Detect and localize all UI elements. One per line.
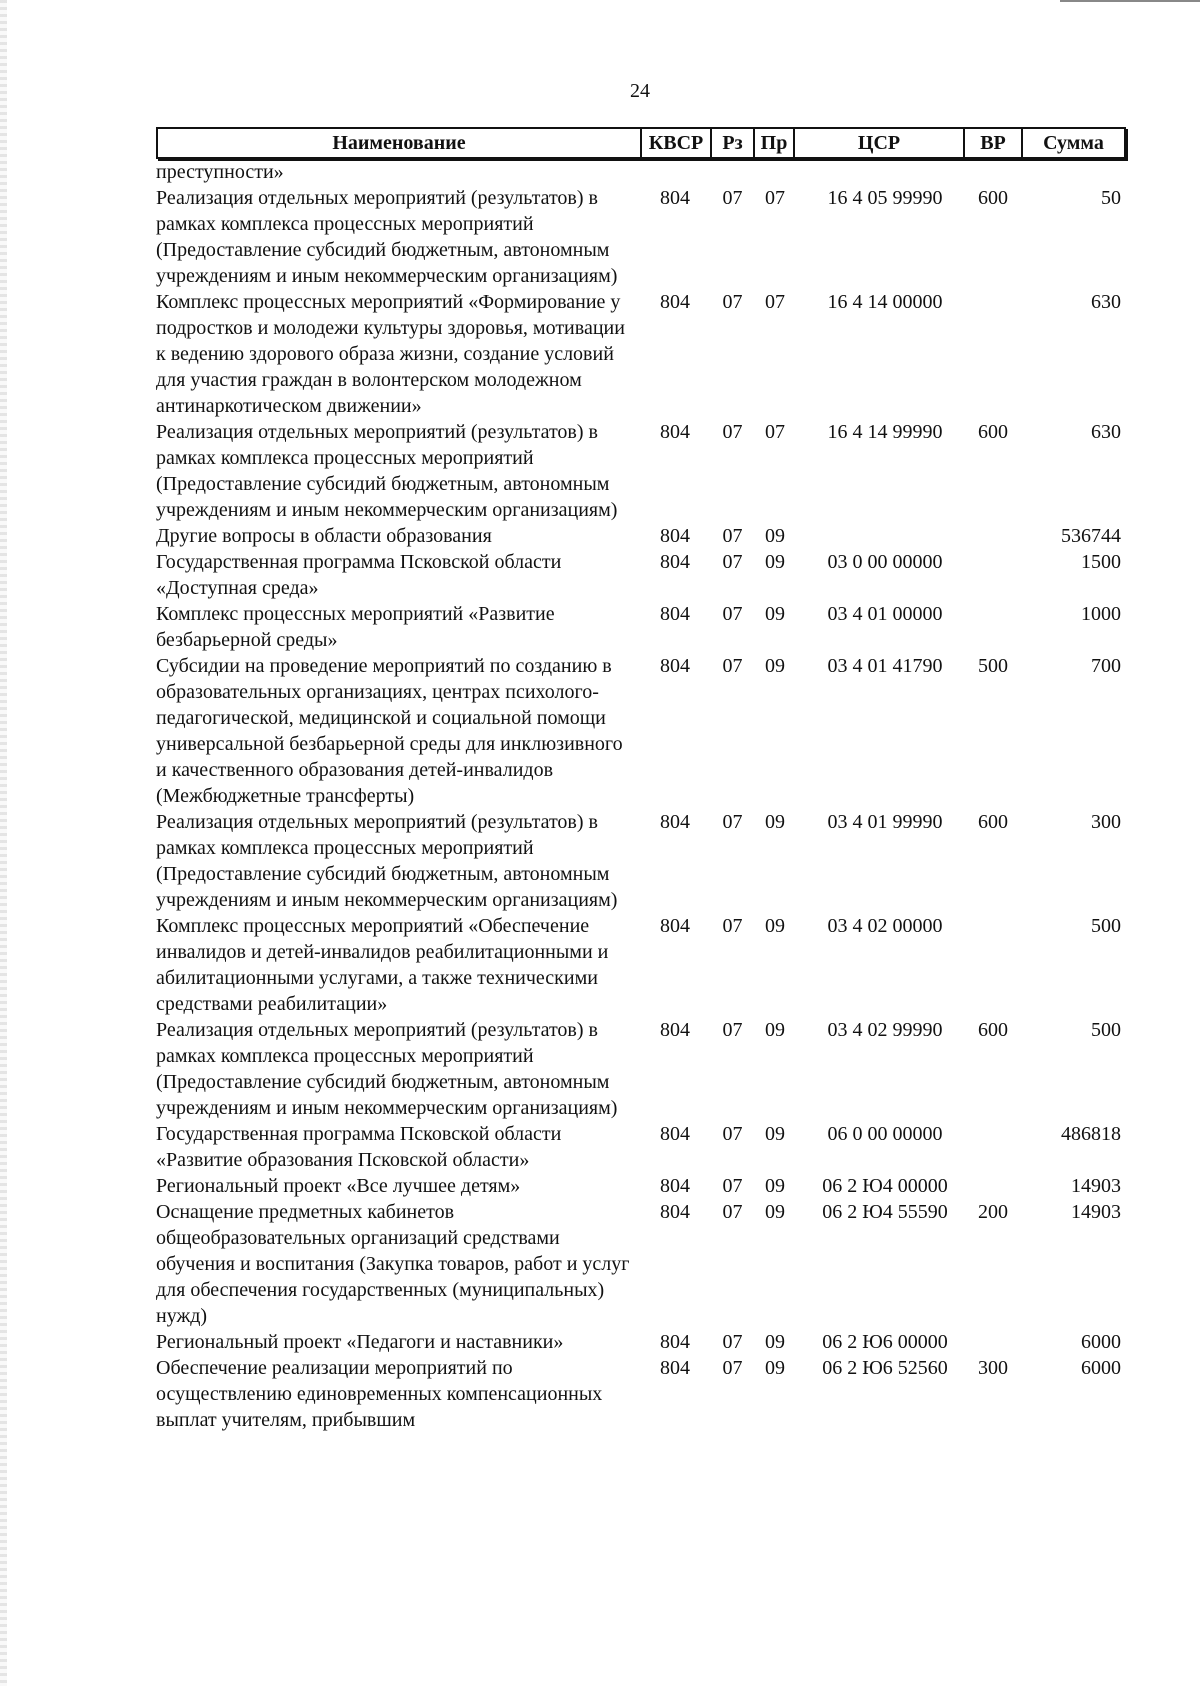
row-csr: 16 4 05 99990 [827, 187, 943, 209]
header-kvsr: КВСР [640, 127, 710, 159]
row-csr: 03 0 00 00000 [827, 551, 943, 573]
row-rz: 07 [722, 915, 743, 937]
row-sum: 6000 [1081, 1331, 1121, 1353]
row-kvsr: 804 [660, 811, 690, 833]
row-kvsr: 804 [660, 915, 690, 937]
row-pr: 09 [765, 1019, 785, 1041]
row-vr: 600 [978, 1019, 1008, 1041]
row-kvsr: 804 [660, 421, 690, 443]
row-rz: 07 [722, 421, 743, 443]
row-sum: 700 [1091, 655, 1121, 677]
header-rz: Рз [710, 127, 753, 159]
header-pr: Пр [753, 127, 793, 159]
table-row [0, 523, 1200, 549]
row-csr: 06 2 Ю4 55590 [822, 1201, 948, 1223]
row-kvsr: 804 [660, 551, 690, 573]
row-kvsr: 804 [660, 187, 690, 209]
row-sum: 300 [1091, 811, 1121, 833]
row-pr: 09 [765, 915, 785, 937]
table-row [0, 913, 1200, 1017]
page-number: 24 [630, 80, 650, 102]
row-kvsr: 804 [660, 525, 690, 547]
row-pr: 09 [765, 551, 785, 573]
row-csr: 03 4 02 00000 [827, 915, 943, 937]
table-row [0, 185, 1200, 289]
row-pr: 09 [765, 1123, 785, 1145]
row-csr: 06 2 Ю6 52560 [822, 1357, 948, 1379]
row-sum: 14903 [1071, 1201, 1121, 1223]
row-csr: 06 0 00 00000 [827, 1123, 943, 1145]
table-body [0, 159, 1200, 1433]
row-pr: 07 [765, 291, 785, 313]
row-rz: 07 [722, 551, 743, 573]
row-rz: 07 [722, 1175, 743, 1197]
table-row [0, 549, 1200, 601]
header-name: Наименование [156, 127, 640, 159]
row-name: Региональный проект «Педагоги и наставники» [156, 1331, 564, 1353]
row-pr: 07 [765, 187, 785, 209]
row-csr: 03 4 01 00000 [827, 603, 943, 625]
table-row [0, 1173, 1200, 1199]
row-pr: 09 [765, 603, 785, 625]
row-sum: 50 [1101, 187, 1121, 209]
row-name: Комплекс процессных мероприятий «Формирование у подростков и молодежи культуры здоровья, мотивации к ведению здорового образа жизни, создание условий для участия граждан в волонтерском молодежном антинаркотическом движении» [156, 291, 625, 417]
table-row [0, 601, 1200, 653]
row-rz: 07 [722, 1123, 743, 1145]
row-name: Другие вопросы в области образования [156, 525, 492, 547]
row-vr: 600 [978, 187, 1008, 209]
row-name: Комплекс процессных мероприятий «Развитие безбарьерной среды» [156, 603, 555, 651]
row-kvsr: 804 [660, 1357, 690, 1379]
row-vr: 600 [978, 421, 1008, 443]
scan-edge-top [1060, 0, 1200, 2]
row-sum: 630 [1091, 421, 1121, 443]
table-row [0, 1121, 1200, 1173]
row-name: преступности» [156, 161, 284, 183]
row-name: Комплекс процессных мероприятий «Обеспечение инвалидов и детей-инвалидов реабилитационными и абилитационными услугами, а также техническими средствами реабилитации» [156, 915, 609, 1015]
row-kvsr: 804 [660, 1019, 690, 1041]
table-row [0, 1017, 1200, 1121]
row-kvsr: 804 [660, 291, 690, 313]
table-row [0, 289, 1200, 419]
row-rz: 07 [722, 291, 743, 313]
row-csr: 03 4 01 41790 [827, 655, 943, 677]
table-row [0, 159, 1200, 185]
row-sum: 486818 [1061, 1123, 1121, 1145]
row-vr: 300 [978, 1357, 1008, 1379]
row-kvsr: 804 [660, 1201, 690, 1223]
row-rz: 07 [722, 655, 743, 677]
table-row [0, 653, 1200, 809]
row-name: Реализация отдельных мероприятий (результатов) в рамках комплекса процессных мероприятий (Предоставление субсидий бюджетным, автономным учреждениям и иным некоммерческим организациям) [156, 811, 618, 911]
table-row [0, 419, 1200, 523]
row-sum: 536744 [1061, 525, 1121, 547]
row-name: Субсидии на проведение мероприятий по созданию в образовательных организациях, центрах психолого-педагогической, медицинской и социальной помощи универсальной безбарьерной среды для инклюзивного и качественного образования детей-инвалидов (Межбюджетные трансферты) [156, 655, 623, 807]
row-pr: 09 [765, 1331, 785, 1353]
header-sum: Сумма [1021, 127, 1126, 159]
row-rz: 07 [722, 1357, 743, 1379]
row-kvsr: 804 [660, 1123, 690, 1145]
row-rz: 07 [722, 603, 743, 625]
row-name: Реализация отдельных мероприятий (результатов) в рамках комплекса процессных мероприятий (Предоставление субсидий бюджетным, автономным учреждениям и иным некоммерческим организациям) [156, 187, 618, 287]
row-pr: 09 [765, 811, 785, 833]
row-sum: 500 [1091, 915, 1121, 937]
row-sum: 6000 [1081, 1357, 1121, 1379]
row-name: Реализация отдельных мероприятий (результатов) в рамках комплекса процессных мероприятий (Предоставление субсидий бюджетным, автономным учреждениям и иным некоммерческим организациям) [156, 421, 618, 521]
row-kvsr: 804 [660, 603, 690, 625]
header-vr: ВР [963, 127, 1021, 159]
row-kvsr: 804 [660, 655, 690, 677]
row-vr: 500 [978, 655, 1008, 677]
row-kvsr: 804 [660, 1331, 690, 1353]
table-row [0, 809, 1200, 913]
row-csr: 03 4 01 99990 [827, 811, 943, 833]
row-sum: 14903 [1071, 1175, 1121, 1197]
row-rz: 07 [722, 525, 743, 547]
row-sum: 1000 [1081, 603, 1121, 625]
row-rz: 07 [722, 187, 743, 209]
header-csr: ЦСР [793, 127, 963, 159]
row-sum: 1500 [1081, 551, 1121, 573]
row-vr: 200 [978, 1201, 1008, 1223]
row-pr: 09 [765, 1175, 785, 1197]
row-csr: 16 4 14 00000 [827, 291, 943, 313]
row-sum: 500 [1091, 1019, 1121, 1041]
row-csr: 16 4 14 99990 [827, 421, 943, 443]
row-name: Региональный проект «Все лучшее детям» [156, 1175, 521, 1197]
row-pr: 09 [765, 655, 785, 677]
row-name: Государственная программа Псковской области «Доступная среда» [156, 551, 562, 599]
table-row [0, 1329, 1200, 1355]
row-rz: 07 [722, 1019, 743, 1041]
table-row [0, 1355, 1200, 1433]
row-name: Реализация отдельных мероприятий (результатов) в рамках комплекса процессных мероприятий (Предоставление субсидий бюджетным, автономным учреждениям и иным некоммерческим организациям) [156, 1019, 618, 1119]
row-rz: 07 [722, 811, 743, 833]
row-kvsr: 804 [660, 1175, 690, 1197]
row-pr: 09 [765, 1357, 785, 1379]
row-name: Обеспечение реализации мероприятий по осуществлению единовременных компенсационных выплат учителям, прибывшим [156, 1357, 603, 1431]
row-pr: 09 [765, 1201, 785, 1223]
row-pr: 07 [765, 421, 785, 443]
row-csr: 06 2 Ю4 00000 [822, 1175, 948, 1197]
row-name: Государственная программа Псковской области «Развитие образования Псковской области» [156, 1123, 562, 1171]
row-vr: 600 [978, 811, 1008, 833]
row-rz: 07 [722, 1201, 743, 1223]
row-pr: 09 [765, 525, 785, 547]
row-csr: 06 2 Ю6 00000 [822, 1331, 948, 1353]
row-csr: 03 4 02 99990 [827, 1019, 943, 1041]
row-rz: 07 [722, 1331, 743, 1353]
table-row [0, 1199, 1200, 1329]
row-sum: 630 [1091, 291, 1121, 313]
row-name: Оснащение предметных кабинетов общеобразовательных организаций средствами обучения и воспитания (Закупка товаров, работ и услуг для обеспечения государственных (муниципальных) нужд) [156, 1201, 630, 1327]
